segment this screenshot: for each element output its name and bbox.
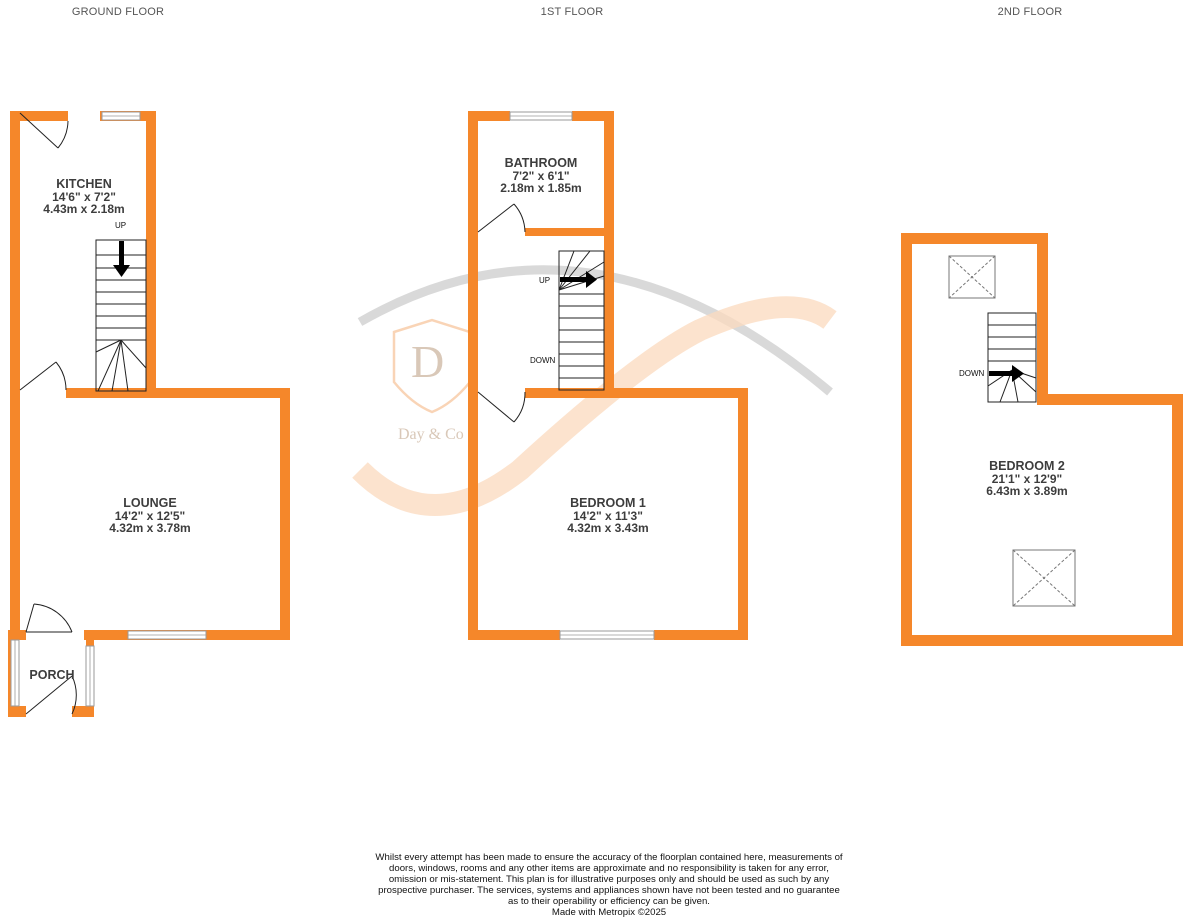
disclaimer-text: Whilst every attempt has been made to ensure the accuracy of the floorplan contained here, measurements of doors, windows, rooms and any other items are approximate and no responsibility is taken for any error, omission or mis-statement. This plan is for illustrative purposes only and should be used as such by any prospective purchaser. The services, systems and appliances shown have not been tested and no guarantee as to their operability or efficiency can be given.: [375, 852, 843, 907]
floor-title-ground: GROUND FLOOR: [71, 6, 165, 18]
room-name: KITCHEN: [56, 177, 112, 191]
room-dimensions-metric: 4.43m x 2.18m: [43, 202, 125, 216]
room-dimensions-imperial: 21'1" x 12'9": [991, 471, 1063, 486]
stair-label-ground-up: UP: [115, 221, 127, 230]
floor-title-first: 1ST FLOOR: [540, 6, 604, 18]
room-label-bedroom-1: [567, 497, 648, 535]
room-dimensions-metric: 6.43m x 3.89m: [986, 484, 1068, 498]
disclaimer: [373, 852, 845, 918]
watermark-text: Day & Co: [398, 426, 464, 443]
room-name: BEDROOM 2: [989, 459, 1065, 473]
room-label-lounge: [109, 497, 190, 535]
stair-label-first-up: UP: [539, 276, 551, 285]
room-dimensions-imperial: 14'2" x 11'3": [573, 508, 643, 523]
room-name: LOUNGE: [123, 496, 177, 510]
room-label-porch: [29, 669, 74, 682]
stair-label-first-down: DOWN: [530, 356, 556, 365]
room-dimensions-imperial: 14'2" x 12'5": [114, 508, 186, 523]
floor-title-second: 2ND FLOOR: [997, 6, 1063, 18]
skylight-bottom: [1013, 550, 1075, 606]
room-name: BATHROOM: [504, 156, 578, 170]
skylight-top: [949, 256, 995, 298]
room-label-bathroom: [500, 157, 581, 195]
room-dimensions-metric: 2.18m x 1.85m: [500, 181, 582, 195]
room-label-kitchen: [43, 178, 124, 216]
stair-arrow-second: [989, 365, 1024, 382]
room-name: PORCH: [29, 668, 75, 682]
room-dimensions-metric: 4.32m x 3.43m: [567, 521, 649, 535]
stair-label-second-down: DOWN: [959, 369, 985, 378]
room-name: BEDROOM 1: [570, 496, 646, 510]
stairs-second: [988, 313, 1036, 402]
watermark-letter: D: [411, 336, 445, 387]
credit-text: Made with Metropix ©2025: [551, 907, 667, 918]
room-dimensions-imperial: 7'2" x 6'1": [512, 168, 570, 183]
room-label-bedroom-2: [986, 460, 1067, 498]
room-dimensions-metric: 4.32m x 3.78m: [109, 521, 191, 535]
room-dimensions-imperial: 14'6" x 7'2": [52, 189, 116, 204]
stair-arrow-ground: [113, 241, 130, 277]
